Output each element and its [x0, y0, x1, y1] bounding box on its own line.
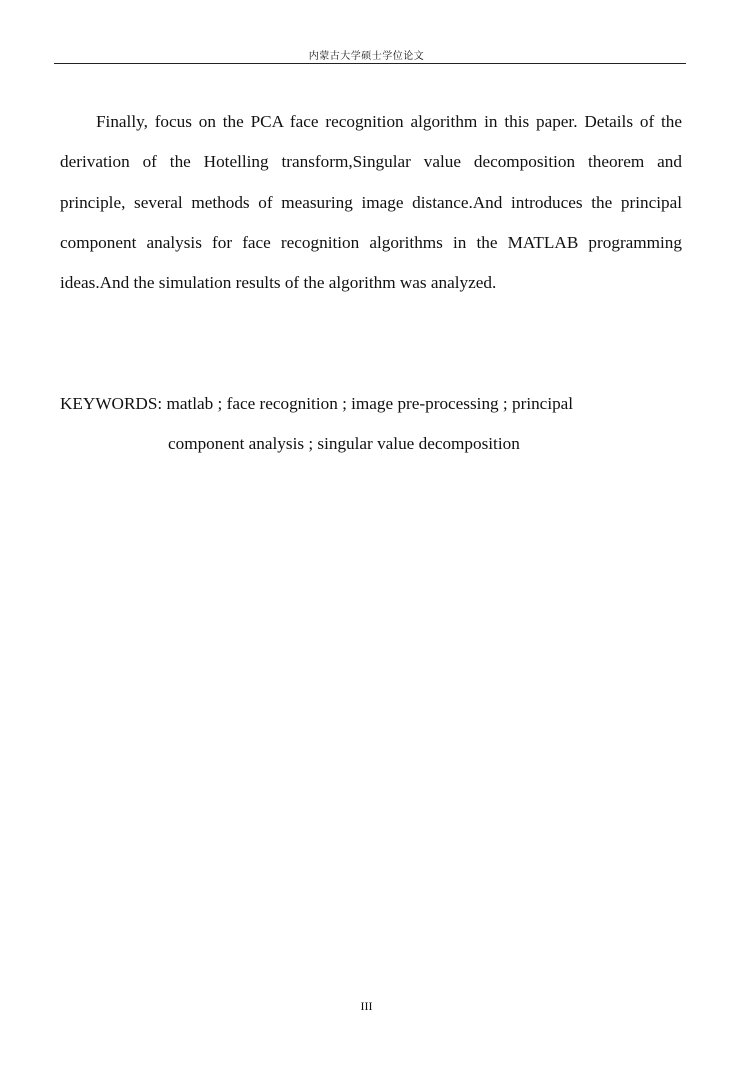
running-header-title: 内蒙古大学硕士学位论文	[308, 51, 425, 62]
keywords-label: KEYWORDS:	[60, 394, 167, 413]
page-number: III	[360, 999, 373, 1013]
abstract-paragraph: Finally, focus on the PCA face recognition algorithm in this paper. Details of the derivation of the Hotelling transform,Singular value decomposition theorem and principle, several methods of measuring image distance.And introduces the principal component analysis for face recognition algorithms in the MATLAB programming ideas.And the simulation results of the algorithm was analyzed.	[60, 112, 682, 293]
keywords-line-1: matlab ; face recognition ; image pre-processing ; principal	[166, 394, 574, 413]
header-rule	[54, 63, 686, 64]
keywords-block	[60, 384, 682, 465]
keywords-line-2: component analysis ; singular value decomposition	[168, 434, 520, 454]
